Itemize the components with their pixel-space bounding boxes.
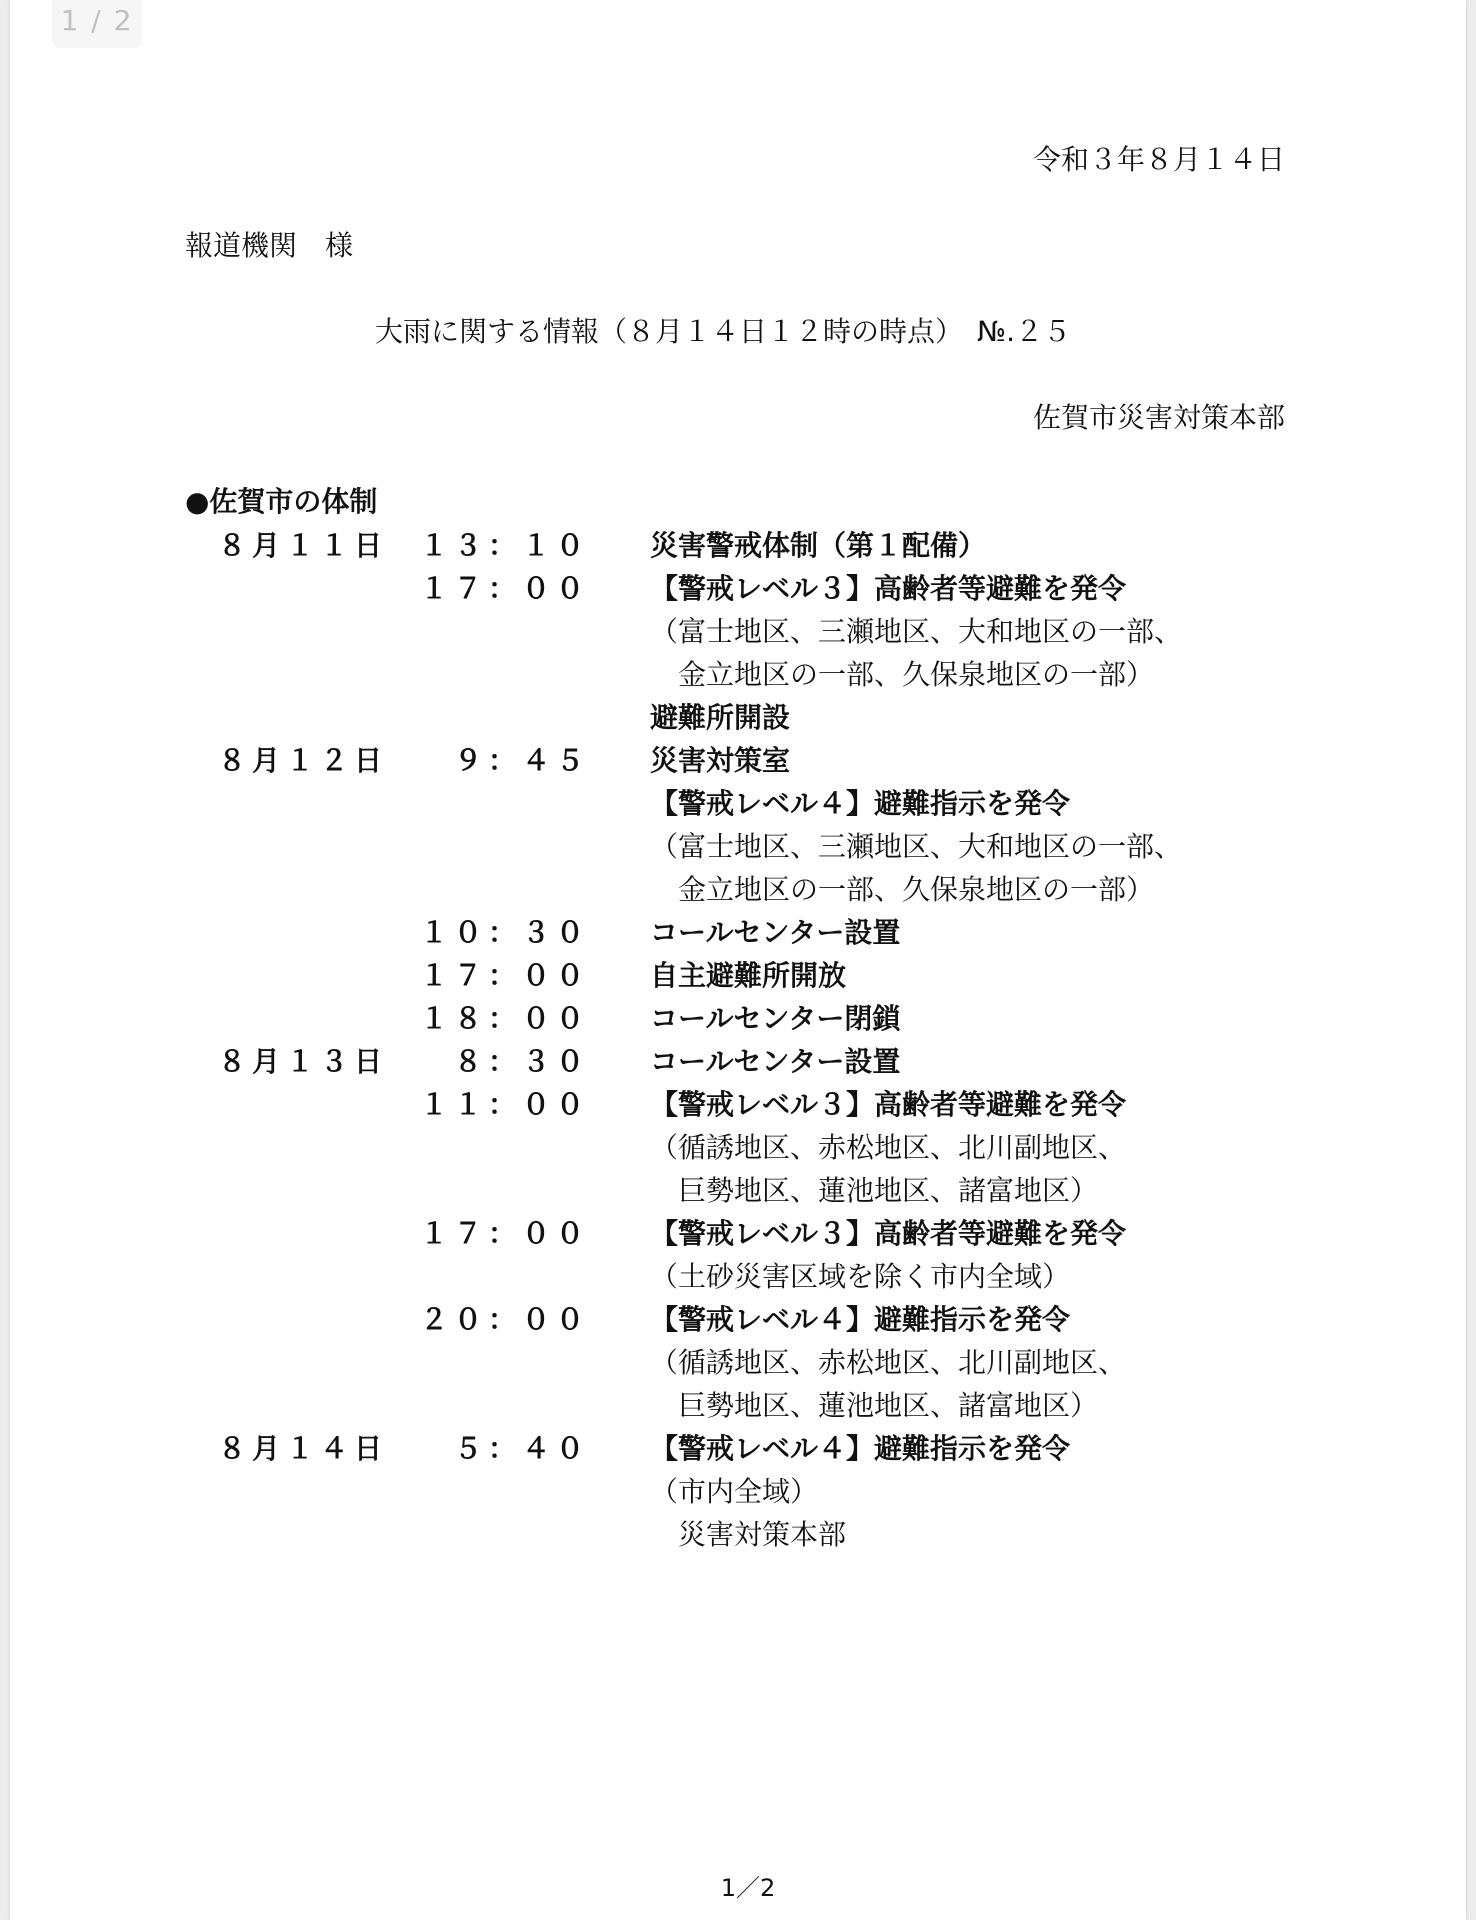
section-title: ●佐賀市の体制 (185, 485, 378, 518)
entry-date: ８月１１日 (218, 529, 389, 562)
document-date: 令和３年８月１４日 (1032, 143, 1285, 176)
entry-text: コールセンター設置 (650, 1045, 901, 1078)
entry-text: 【警戒レベル４】避難指示を発令 (650, 1432, 1071, 1465)
entry-time: ９：４５ (453, 744, 590, 777)
entry-time: １０：３０ (419, 916, 590, 949)
entry-time: ２０：００ (419, 1303, 590, 1336)
entry-text: （富士地区、三瀬地区、大和地区の一部、 (650, 615, 1183, 648)
entry-text: 金立地区の一部、久保泉地区の一部） (650, 658, 1155, 691)
entry-text: 【警戒レベル４】避難指示を発令 (650, 1303, 1071, 1336)
entry-text: （循誘地区、赤松地区、北川副地区、 (650, 1346, 1127, 1379)
entry-text: （循誘地区、赤松地区、北川副地区、 (650, 1131, 1127, 1164)
entry-text: 災害対策室 (650, 744, 791, 777)
page-number: 1／2 (720, 1874, 776, 1902)
entry-time: １７：００ (419, 959, 590, 992)
entry-time: １７：００ (419, 572, 590, 605)
entry-text: 避難所開設 (650, 701, 791, 734)
addressee: 報道機関 様 (185, 229, 354, 262)
entry-text: 災害警戒体制（第１配備） (650, 529, 987, 562)
entry-time: ５：４０ (453, 1432, 590, 1465)
entry-text: （土砂災害区域を除く市内全域） (650, 1260, 1071, 1293)
entry-text: コールセンター閉鎖 (650, 1002, 901, 1035)
entry-text: 巨勢地区、蓮池地区、諸富地区） (650, 1174, 1099, 1207)
entry-time: ８：３０ (453, 1045, 590, 1078)
entry-text: 巨勢地区、蓮池地区、諸富地区） (650, 1389, 1099, 1422)
entry-text: 【警戒レベル３】高齢者等避難を発令 (650, 1217, 1127, 1250)
entry-time: １７：００ (419, 1217, 590, 1250)
entry-text: コールセンター設置 (650, 916, 901, 949)
entry-text: 【警戒レベル３】高齢者等避難を発令 (650, 1088, 1127, 1121)
entry-text: （富士地区、三瀬地区、大和地区の一部、 (650, 830, 1183, 863)
entry-time: １３：１０ (419, 529, 590, 562)
entry-text: 【警戒レベル３】高齢者等避難を発令 (650, 572, 1127, 605)
entry-date: ８月１２日 (218, 744, 389, 777)
entry-time: １１：００ (419, 1088, 590, 1121)
entry-date: ８月１４日 (218, 1432, 389, 1465)
document-title: 大雨に関する情報（８月１４日１２時の時点） №.２５ (375, 315, 1072, 348)
page-indicator: 1 / 2 (52, 0, 142, 48)
entry-date: ８月１３日 (218, 1045, 389, 1078)
entry-text: 災害対策本部 (650, 1518, 847, 1551)
entry-text: 自主避難所開放 (650, 959, 847, 992)
entry-text: （市内全域） (650, 1475, 819, 1508)
document-page (10, 0, 1466, 1920)
entry-time: １８：００ (419, 1002, 590, 1035)
issuer: 佐賀市災害対策本部 (1032, 401, 1285, 434)
entry-text: 【警戒レベル４】避難指示を発令 (650, 787, 1071, 820)
entry-text: 金立地区の一部、久保泉地区の一部） (650, 873, 1155, 906)
